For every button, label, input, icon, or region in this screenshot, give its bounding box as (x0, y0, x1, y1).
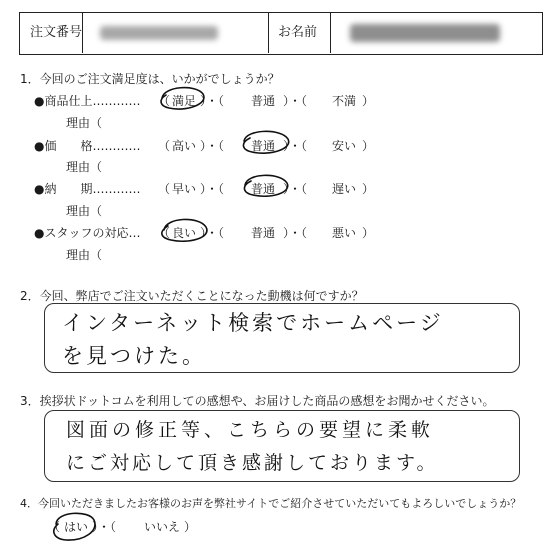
reason-label: 理由（ (66, 248, 103, 262)
handwritten-answer-line: 図面の修正等、こちらの要望に柔軟 (66, 419, 435, 441)
option-row: （ (158, 139, 171, 153)
option-separator: ）・（ (283, 94, 308, 108)
option-separator: ）・（ (200, 226, 225, 240)
item-label-delivery: ●納 期………… (34, 182, 141, 196)
option-normal[interactable]: 普通 (251, 94, 276, 108)
option-row: （ (158, 182, 171, 196)
option-yes[interactable]: はい (64, 520, 89, 534)
option-cheap[interactable]: 安い (332, 139, 357, 153)
option-good[interactable]: 良い (172, 226, 197, 240)
selection-circle-staff-good (162, 219, 207, 241)
option-high[interactable]: 高い (172, 139, 197, 153)
option-separator: ）・（ (200, 94, 225, 108)
question-4: 4．今回いただきましたお客様のお声を弊社サイトでご紹介させていただいてもよろしいでしょうか？ (20, 497, 522, 510)
option-normal[interactable]: 普通 (251, 182, 276, 196)
reason-label: 理由（ (66, 160, 103, 174)
handwritten-answer-line: を見つけた。 (62, 344, 206, 368)
option-satisfied[interactable]: 満足 (172, 94, 197, 108)
option-row: （ (158, 226, 171, 240)
option-close: ） (362, 226, 375, 240)
selection-circle-price-normal (243, 131, 288, 153)
item-label-staff: ●スタッフの対応… (34, 226, 141, 240)
option-normal[interactable]: 普通 (251, 139, 276, 153)
handwritten-answer-line: インターネット検索でホームページ (62, 311, 444, 335)
reason-label: 理由（ (66, 116, 103, 130)
option-separator: ）・（ (283, 182, 308, 196)
option-close: ） (362, 139, 375, 153)
option-row: （ (158, 94, 171, 108)
item-label-price: ●価 格………… (34, 139, 141, 153)
reason-label: 理由（ (66, 204, 103, 218)
option-separator: ）・（ (283, 226, 308, 240)
option-normal[interactable]: 普通 (251, 226, 276, 240)
option-separator: ）・（ (200, 182, 225, 196)
option-close: ） (184, 520, 197, 534)
handwritten-answer-line: にご対応して頂き感謝しております。 (66, 452, 439, 474)
option-separator: ）・（ (92, 520, 117, 534)
item-label-finish: ●商品仕上………… (34, 94, 141, 108)
question-3: 3．挨拶状ドットコムを利用しての感想や、お届けした商品の感想をお聞かせください。 (20, 394, 495, 408)
question-2: 2．今回、弊店でご注文いただくことになった動機は何ですか？ (20, 289, 364, 303)
selection-circle-satisfied (161, 88, 204, 109)
option-separator: ）・（ (283, 139, 308, 153)
selection-circle-yes (54, 513, 95, 540)
order-number-label: 注文番号 (30, 25, 83, 40)
option-fast[interactable]: 早い (172, 182, 197, 196)
question-1: 1．今回のご注文満足度は、いかがでしょうか？ (20, 72, 280, 86)
option-no[interactable]: いいえ (144, 520, 181, 534)
option-separator: ）・（ (200, 139, 225, 153)
option-close: ） (362, 94, 375, 108)
selection-circle-delivery-normal (244, 175, 287, 196)
name-label: お名前 (278, 25, 318, 40)
option-slow[interactable]: 遅い (332, 182, 357, 196)
option-close: ） (362, 182, 375, 196)
option-dissatisfied[interactable]: 不満 (332, 94, 357, 108)
option-row: （ (48, 520, 61, 534)
option-bad[interactable]: 悪い (332, 226, 357, 240)
